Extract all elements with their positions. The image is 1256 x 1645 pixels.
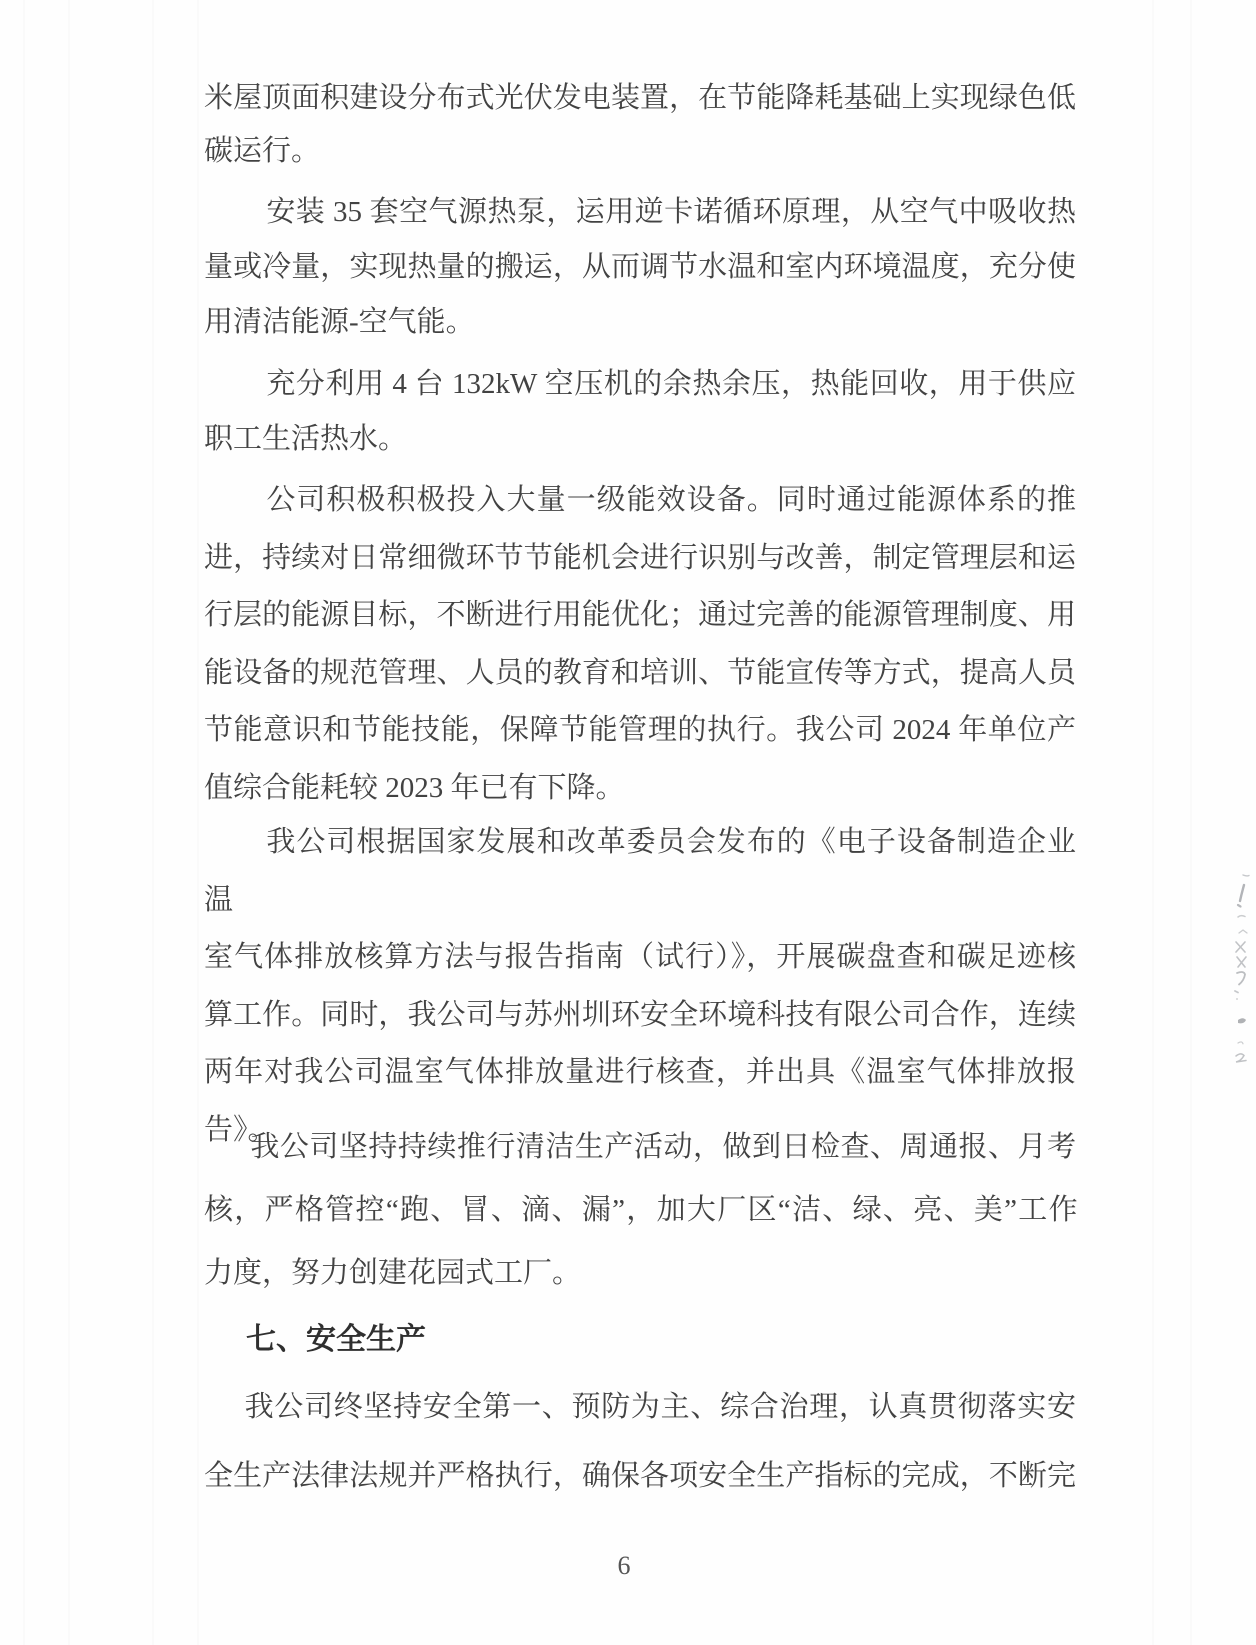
section-heading-safety-production: 七、安全生产 [246,1323,426,1356]
scan-streak [23,0,25,1645]
scan-streak [152,0,154,1645]
text-line: 职工生活热水。 [204,423,408,455]
text-line: 室气体排放核算方法与报告指南（试行）》，开展碳盘查和碳足迹核 [204,941,1076,973]
text-line: 量或冷量，实现热量的搬运，从而调节水温和室内环境温度，充分使 [204,251,1076,283]
text-line: 行层的能源目标，不断进行用能优化；通过完善的能源管理制度、用 [204,599,1076,631]
paragraph [204,185,1076,350]
text-line: 我公司根据国家发展和改革委员会发布的《电子设备制造企业温 [204,826,1076,916]
text-line: 米屋顶面积建设分布式光伏发电装置，在节能降耗基础上实现绿色低 [204,82,1076,114]
text-line: 碳运行。 [204,135,321,167]
margin-handwriting-marks [1230,870,1256,1070]
document-body [204,0,1076,1645]
paragraph [204,1116,1076,1305]
text-line: 公司积极积极投入大量一级能效设备。同时通过能源体系的推 [266,484,1076,516]
text-line: 全生产法律法规并严格执行，确保各项安全生产指标的完成，不断完 [204,1460,1076,1492]
text-line: 能设备的规范管理、人员的教育和培训、节能宣传等方式，提高人员 [204,656,1076,689]
text-line: 我公司坚持持续推行清洁生产活动，做到日检查、周通报、月考 [250,1131,1076,1163]
scan-streak [197,0,199,1645]
paragraph [204,72,1076,178]
text-line: 充分利用 4 台 132kW 空压机的余热余压，热能回收，用于供应 [266,368,1076,400]
text-line: 算工作。同时，我公司与苏州圳环安全环境科技有限公司合作，连续 [204,998,1076,1031]
text-line: 我公司终坚持安全第一、预防为主、综合治理，认真贯彻落实安 [244,1391,1076,1423]
paragraph [204,1373,1076,1511]
scan-streak [1152,0,1154,1645]
scan-streak [1190,0,1192,1645]
text-line: 用清洁能源-空气能。 [204,306,475,338]
page-number: 6 [617,1551,631,1580]
text-line: 核，严格管控“跑、冒、滴、漏”，加大厂区“洁、绿、亮、美”工作 [204,1194,1076,1226]
paragraph [204,357,1076,467]
paragraph [204,472,1076,817]
text-line: 两年对我公司温室气体排放量进行核查，并出具《温室气体排放报 [204,1056,1076,1088]
text-line: 力度，努力创建花园式工厂。 [204,1257,582,1289]
text-line: 值综合能耗较 2023 年已有下降。 [204,771,625,804]
section [204,1308,1076,1371]
scan-streak [68,0,70,1645]
paragraph [204,814,1076,1159]
text-line: 安装 35 套空气源热泵，运用逆卡诺循环原理，从空气中吸收热 [266,196,1076,228]
text-line: 节能意识和节能技能，保障节能管理的执行。我公司 2024 年单位产 [204,714,1076,746]
text-line: 告》。 [204,1113,277,1146]
text-line: 进，持续对日常细微环节节能机会进行识别与改善，制定管理层和运 [204,541,1076,574]
